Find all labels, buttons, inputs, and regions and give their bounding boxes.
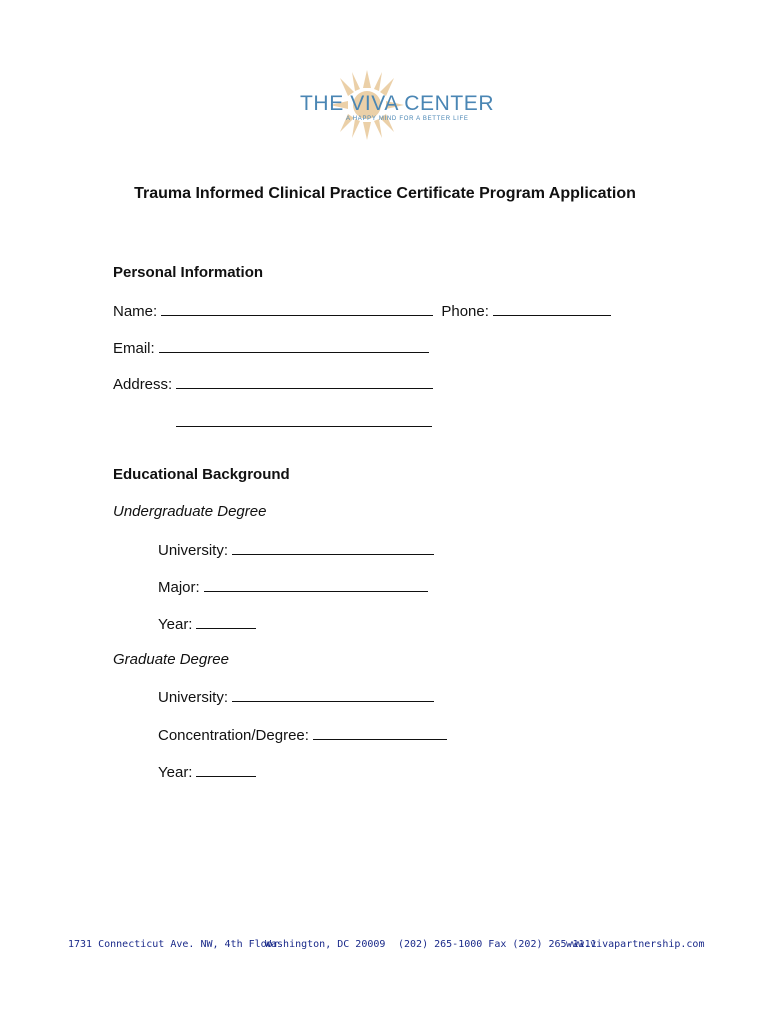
grad-year-field[interactable]	[196, 762, 256, 777]
educational-background-heading: Educational Background	[113, 466, 290, 483]
grad-university-field[interactable]	[232, 687, 434, 702]
graduate-degree-heading: Graduate Degree	[113, 651, 229, 668]
undergrad-university-row	[158, 540, 434, 559]
undergraduate-degree-heading: Undergraduate Degree	[113, 503, 267, 520]
footer-city: Washington, DC 20009	[265, 939, 386, 950]
email-row	[113, 338, 429, 357]
phone-label: Phone:	[441, 303, 489, 320]
personal-information-heading: Personal Information	[113, 264, 264, 281]
grad-concentration-label: Concentration/Degree:	[158, 727, 309, 744]
page-title: Trauma Informed Clinical Practice Certificate Program Application	[134, 185, 636, 202]
phone-field[interactable]	[493, 301, 611, 316]
address-field-line-1[interactable]	[176, 374, 433, 389]
address-row	[113, 374, 433, 393]
undergrad-major-row	[158, 577, 428, 596]
footer-phone-fax: (202) 265-1000 Fax (202) 265-1111	[398, 939, 597, 950]
undergrad-major-field[interactable]	[204, 577, 428, 592]
address-row-2	[176, 412, 432, 431]
grad-concentration-row	[158, 725, 447, 744]
logo-tagline: A HAPPY MIND FOR A BETTER LIFE	[346, 116, 469, 122]
address-field-line-2[interactable]	[176, 412, 432, 427]
undergrad-year-label: Year:	[158, 616, 193, 633]
email-field[interactable]	[159, 338, 429, 353]
undergrad-university-label: University:	[158, 542, 229, 559]
grad-year-label: Year:	[158, 764, 193, 781]
name-row	[113, 301, 611, 320]
grad-year-row	[158, 762, 256, 781]
grad-concentration-field[interactable]	[313, 725, 447, 740]
undergrad-year-field[interactable]	[196, 614, 256, 629]
grad-university-row	[158, 687, 434, 706]
address-label: Address:	[113, 376, 173, 393]
footer-address: 1731 Connecticut Ave. NW, 4th Floor	[68, 939, 279, 950]
name-field[interactable]	[161, 301, 433, 316]
logo-name: THE VIVA CENTER	[300, 92, 495, 115]
footer-website[interactable]: www.vivapartnership.com	[566, 939, 705, 950]
email-label: Email:	[113, 340, 155, 357]
name-label: Name:	[113, 303, 158, 320]
grad-university-label: University:	[158, 689, 229, 706]
viva-center-logo	[300, 70, 495, 146]
undergrad-university-field[interactable]	[232, 540, 434, 555]
undergrad-major-label: Major:	[158, 579, 200, 596]
undergrad-year-row	[158, 614, 256, 633]
